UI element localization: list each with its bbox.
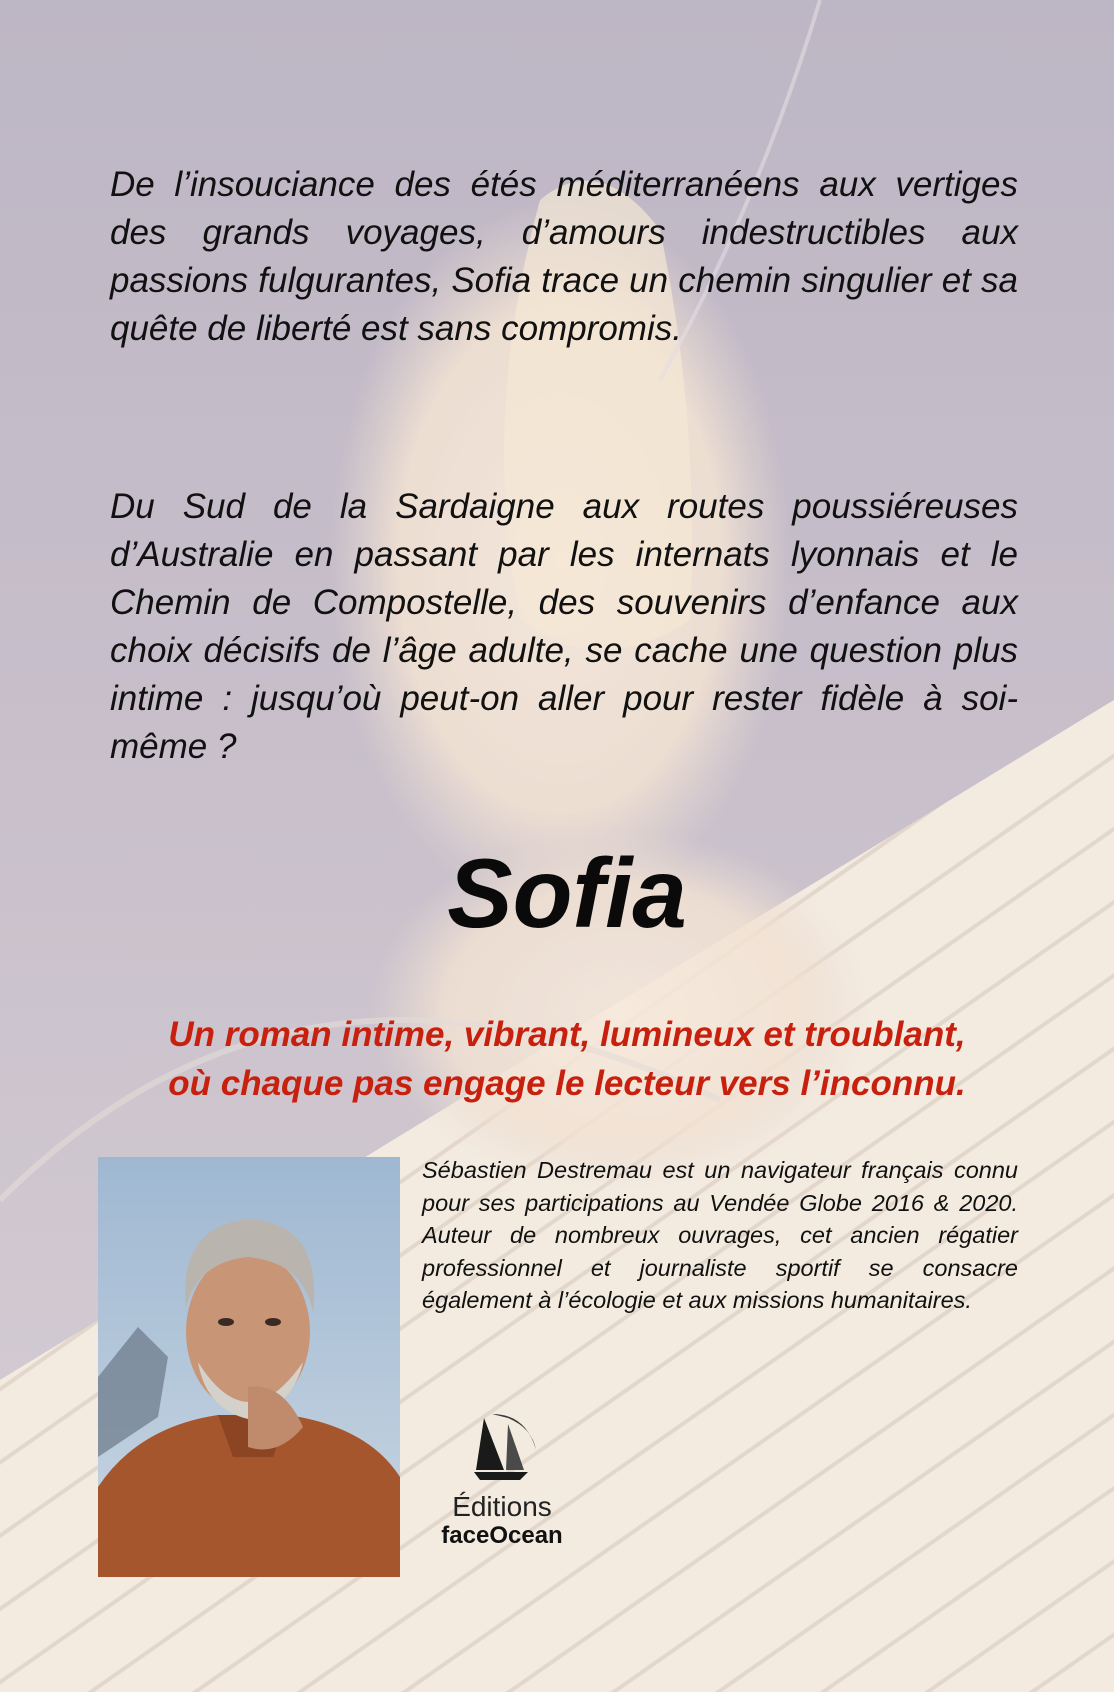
publisher-name-line-2 (432, 1522, 572, 1550)
publisher-name-bold: face (441, 1522, 490, 1549)
book-tagline (40, 1010, 1094, 1108)
author-photo (98, 1157, 400, 1577)
sailboat-icon (462, 1410, 542, 1488)
publisher-logo (432, 1410, 572, 1560)
synopsis-paragraph-2: Du Sud de la Sardaigne aux routes poussiéreuses d’Australie en passant par les internats lyonnais et le Chemin de Compostelle, des souvenirs d’enfance aux choix décisifs de l’âge adulte, se cache une question plus intime : jusqu’où peut-on aller pour rester fidèle à soi-même ? (110, 487, 1018, 766)
synopsis-paragraph-1: De l’insouciance des étés méditerranéens aux vertiges des grands voyages, d’amours indestructibles aux passions fulgurantes, Sofia trace un chemin singulier et sa quête de liberté est sans compromis. (110, 165, 1018, 348)
author-bio: Sébastien Destremau est un navigateur français connu pour ses participations au Vendée Globe 2016 & 2020. Auteur de nombreux ouvrages, cet ancien régatier professionnel et journaliste sportif se consacre également à l’écologie et aux missions humanitaires. (422, 1157, 1018, 1313)
publisher-name-rest: Ocean (489, 1522, 563, 1549)
book-title: Sofia (447, 838, 687, 948)
author-portrait (98, 1157, 400, 1577)
tagline-line-2: où chaque pas engage le lecteur vers l’inconnu. (168, 1064, 966, 1103)
publisher-name-line-1: Éditions (452, 1491, 552, 1522)
tagline-line-1: Un roman intime, vibrant, lumineux et troublant, (168, 1015, 966, 1054)
